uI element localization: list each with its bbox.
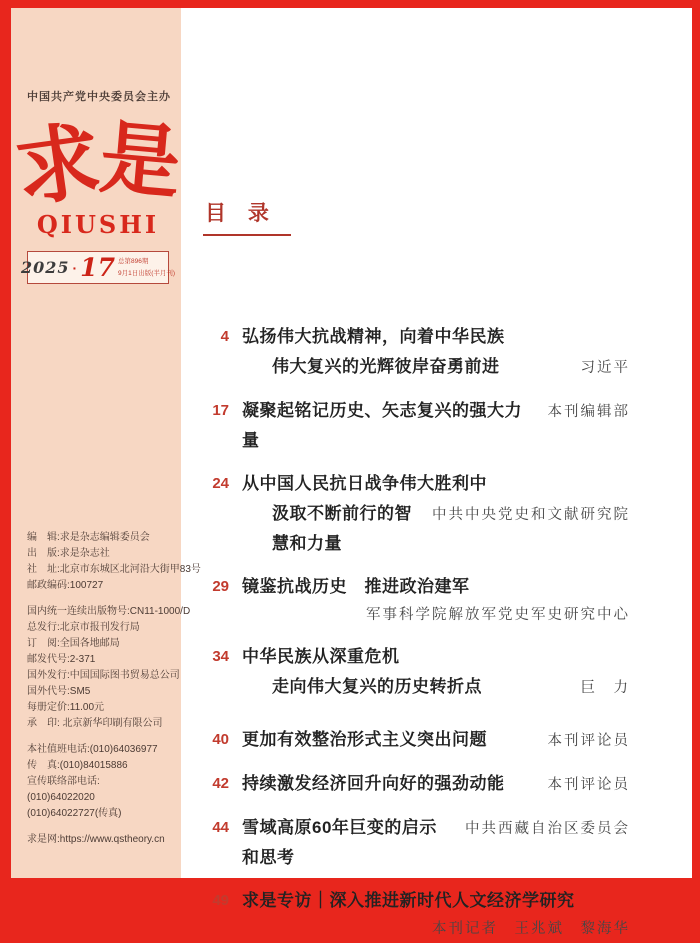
toc-entry [203,886,630,943]
title-line [242,769,630,800]
logo-char-qiu: 求 [9,109,107,220]
title-line [242,813,630,873]
toc-entry-body [242,886,630,943]
toc-entry [203,572,630,629]
title-line [242,469,630,499]
info-line: 传 真:(010)84015886 [27,760,128,771]
title-line [242,352,630,383]
title-line [242,322,630,352]
toc-heading: 目 录 [203,197,291,236]
info-line: 本社值班电话:(010)64036977 [27,744,158,755]
info-line: (010)64022727(传真) [27,808,122,819]
article-title: 更加有效整治形式主义突出问题 [242,730,487,749]
article-author: 本刊记者 王兆斌 黎海华 [432,921,630,937]
info-line: 出 版:求是杂志社 [27,548,110,559]
qiushi-latin-logo: QIUSHI [36,210,160,239]
article-title: 弘扬伟大抗战精神，向着中华民族 [242,327,505,346]
title-line [242,396,630,456]
toc-entry [203,642,630,703]
article-title: 凝聚起铭记历史、矢志复兴的强大力量 [242,401,522,450]
info-line: 国外代号:SM5 [27,686,91,697]
info-line: 总发行:北京市报刊发行局 [27,622,140,633]
article-author: 本刊编辑部 [547,404,630,420]
article-author: 习近平 [580,360,630,376]
info-line: 承 印: 北京新华印刷有限公司 [27,718,163,729]
magazine-page [9,8,692,937]
info-line: 宣传联络部电话: [27,776,100,787]
info-line: 国外发行:中国国际图书贸易总公司 [27,670,180,681]
article-author: 本刊评论员 [547,777,630,793]
toc-entry-body [242,769,630,800]
article-title: 伟大复兴的光辉彼岸奋勇前进 [272,357,500,376]
toc-entry-body [242,396,630,456]
info-line: (010)64022020 [27,792,95,803]
toc-entry-body [242,725,630,756]
article-title: 从中国人民抗日战争伟大胜利中 [242,474,487,493]
toc-entry-body [242,642,630,703]
sidebar [9,8,201,878]
article-author: 中共中央党史和文献研究院 [432,507,630,523]
article-title: 雪域高原60年巨变的启示和思考 [242,818,437,867]
info-group [27,604,191,732]
article-title: 镜鉴抗战历史 推进政治建军 [242,577,470,596]
info-line: 订 阅:全国各地邮局 [27,638,120,649]
toc-page-number: 42 [212,775,229,792]
toc-entry-body [242,469,630,559]
title-line [242,672,630,703]
toc-page-number: 29 [212,578,229,595]
info-line: 编 辑:求是杂志编辑委员会 [27,532,150,543]
toc-entry [203,769,630,800]
issue-publish-date: 9月1日出版(半月刊) [117,269,176,277]
logo-char-shi: 是 [96,109,185,211]
issue-total: 总第896期 [117,258,149,266]
publication-info [27,530,201,848]
qiushi-calligraphy-logo [9,109,185,220]
title-line [242,642,630,672]
article-author: 巨 力 [580,680,630,696]
toc-page-number: 24 [212,475,229,492]
article-author: 本刊评论员 [547,733,630,749]
info-line: 每册定价:11.00元 [27,702,105,713]
toc-page-number: 40 [212,731,229,748]
title-line [242,499,630,559]
toc-entry [203,396,630,456]
issue-number: 17 [80,253,115,282]
article-author: 中共西藏自治区委员会 [465,821,630,837]
toc-list [203,322,630,943]
info-group [27,742,169,822]
article-author: 军事科学院解放军党史军史研究中心 [366,607,630,623]
info-line: 求是网:https://www.qstheory.cn [27,834,165,845]
issue-dot: · [72,259,78,276]
toc-entry [203,725,630,756]
toc-entry-body [242,813,630,873]
toc-page-number: 34 [212,648,229,665]
article-title: 持续激发经济回升向好的强劲动能 [242,774,505,793]
issue-year: 2025 [20,258,70,277]
title-line [242,886,630,916]
title-line [242,572,630,602]
toc-entry [203,469,630,559]
toc-entry [203,322,630,383]
article-title: 汲取不断前行的智慧和力量 [272,504,412,553]
issue-box [20,251,176,284]
info-line: 国内统一连续出版物号:CN11-1000/D [27,606,191,617]
toc-page-number: 4 [220,328,229,345]
toc-page-number: 49 [212,892,229,909]
issue-meta [118,256,175,278]
info-line: 邮政编码:100727 [27,580,104,591]
article-title: 走向伟大复兴的历史转折点 [272,677,482,696]
info-group [27,832,169,848]
info-line: 社 址:北京市东城区北河沿大街甲83号 [27,564,201,575]
title-line [242,725,630,756]
article-title: 求是专访｜深入推进新时代人文经济学研究 [242,891,575,910]
sponsor-line: 中国共产党中央委员会主办 [27,91,171,103]
toc-main [181,8,692,937]
info-line: 邮发代号:2-371 [27,654,96,665]
toc-page-number: 44 [212,819,229,836]
article-title: 中华民族从深重危机 [242,647,400,666]
toc-page-number: 17 [212,402,229,419]
info-group [27,530,201,594]
toc-entry-body [242,322,630,383]
toc-entry [203,813,630,873]
toc-entry-body [242,572,630,629]
